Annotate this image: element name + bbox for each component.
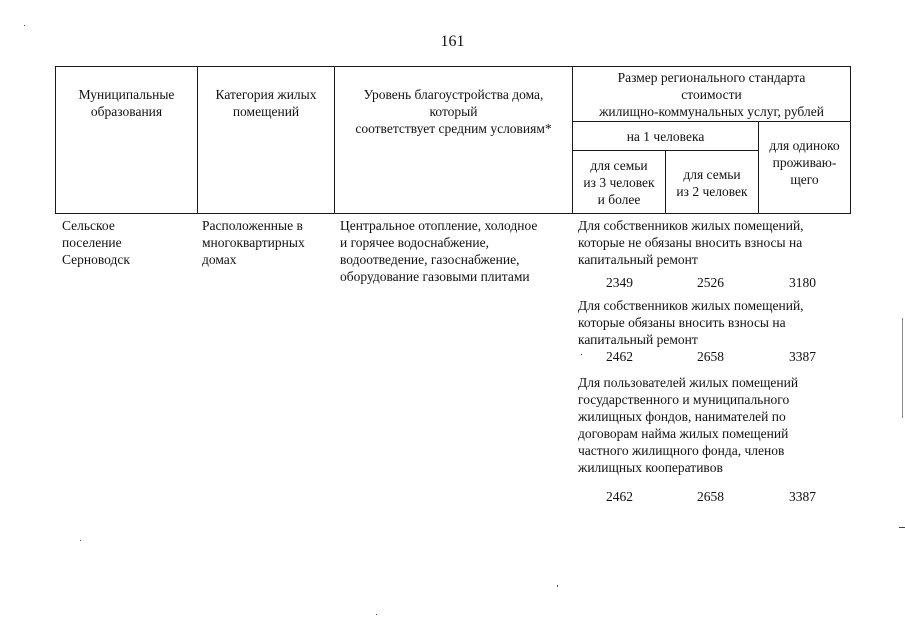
- header-bottom-border: [55, 213, 850, 214]
- scan-edge-mark: [902, 318, 903, 418]
- table-top-border: [55, 66, 850, 67]
- header-municipality: Муниципальные образования: [78, 87, 175, 119]
- group-1-value-family3: 2349: [606, 275, 633, 290]
- group-2-text: Для собственников жилых помещений, которые обязаны вносить взносы на капитальный ремонт: [578, 298, 804, 347]
- standard-header-divider: [572, 121, 850, 122]
- scan-speck: [80, 540, 81, 541]
- row-level: Центральное отопление, холодное и горячее водоснабжение, водоотведение, газоснабжение, оборудование газовыми плитами: [340, 218, 538, 284]
- header-family-2: для семьи из 2 человек: [676, 167, 748, 199]
- scan-edge-tick: [899, 527, 905, 528]
- group-1-text: Для собственников жилых помещений, которые не обязаны вносить взносы на капитальный ремонт: [578, 218, 804, 267]
- page-number: 161: [440, 33, 465, 50]
- header-per-person: на 1 человека: [626, 129, 705, 144]
- row-category: Расположенные в многоквартирных домах: [202, 218, 305, 267]
- group-2-value-single: 3387: [789, 349, 816, 364]
- group-3-value-single: 3387: [789, 489, 816, 504]
- group-2-value-family3: 2462: [606, 349, 633, 364]
- table-right-border: [850, 66, 851, 214]
- scan-speck: [24, 25, 25, 26]
- header-family-3: для семьи из 3 человек и более: [583, 158, 655, 207]
- group-3-value-family2: 2658: [697, 489, 724, 504]
- group-1-value-family2: 2526: [697, 275, 724, 290]
- header-standard: Размер регионального стандарта стоимости жилищно-коммунальных услуг, рублей: [599, 70, 824, 119]
- header-category: Категория жилых помещений: [215, 87, 317, 119]
- group-1-value-single: 3180: [789, 275, 816, 290]
- header-single: для одиноко проживаю- щего: [769, 138, 840, 187]
- row-municipality: Сельское поселение Серноводск: [62, 218, 130, 267]
- group-3-text: Для пользователей жилых помещений государственного и муниципального жилищных фондов, нанимателей по договорам найма жилых помещений частного жилищного фонда, членов жилищных кооперативов: [578, 375, 799, 475]
- scan-speck: [376, 614, 377, 615]
- scan-speck: [581, 354, 582, 355]
- group-3-value-family3: 2462: [606, 489, 633, 504]
- scan-speck: [557, 585, 558, 587]
- group-2-value-family2: 2658: [697, 349, 724, 364]
- header-level: Уровень благоустройства дома, который соответствует средним условиям*: [355, 87, 552, 136]
